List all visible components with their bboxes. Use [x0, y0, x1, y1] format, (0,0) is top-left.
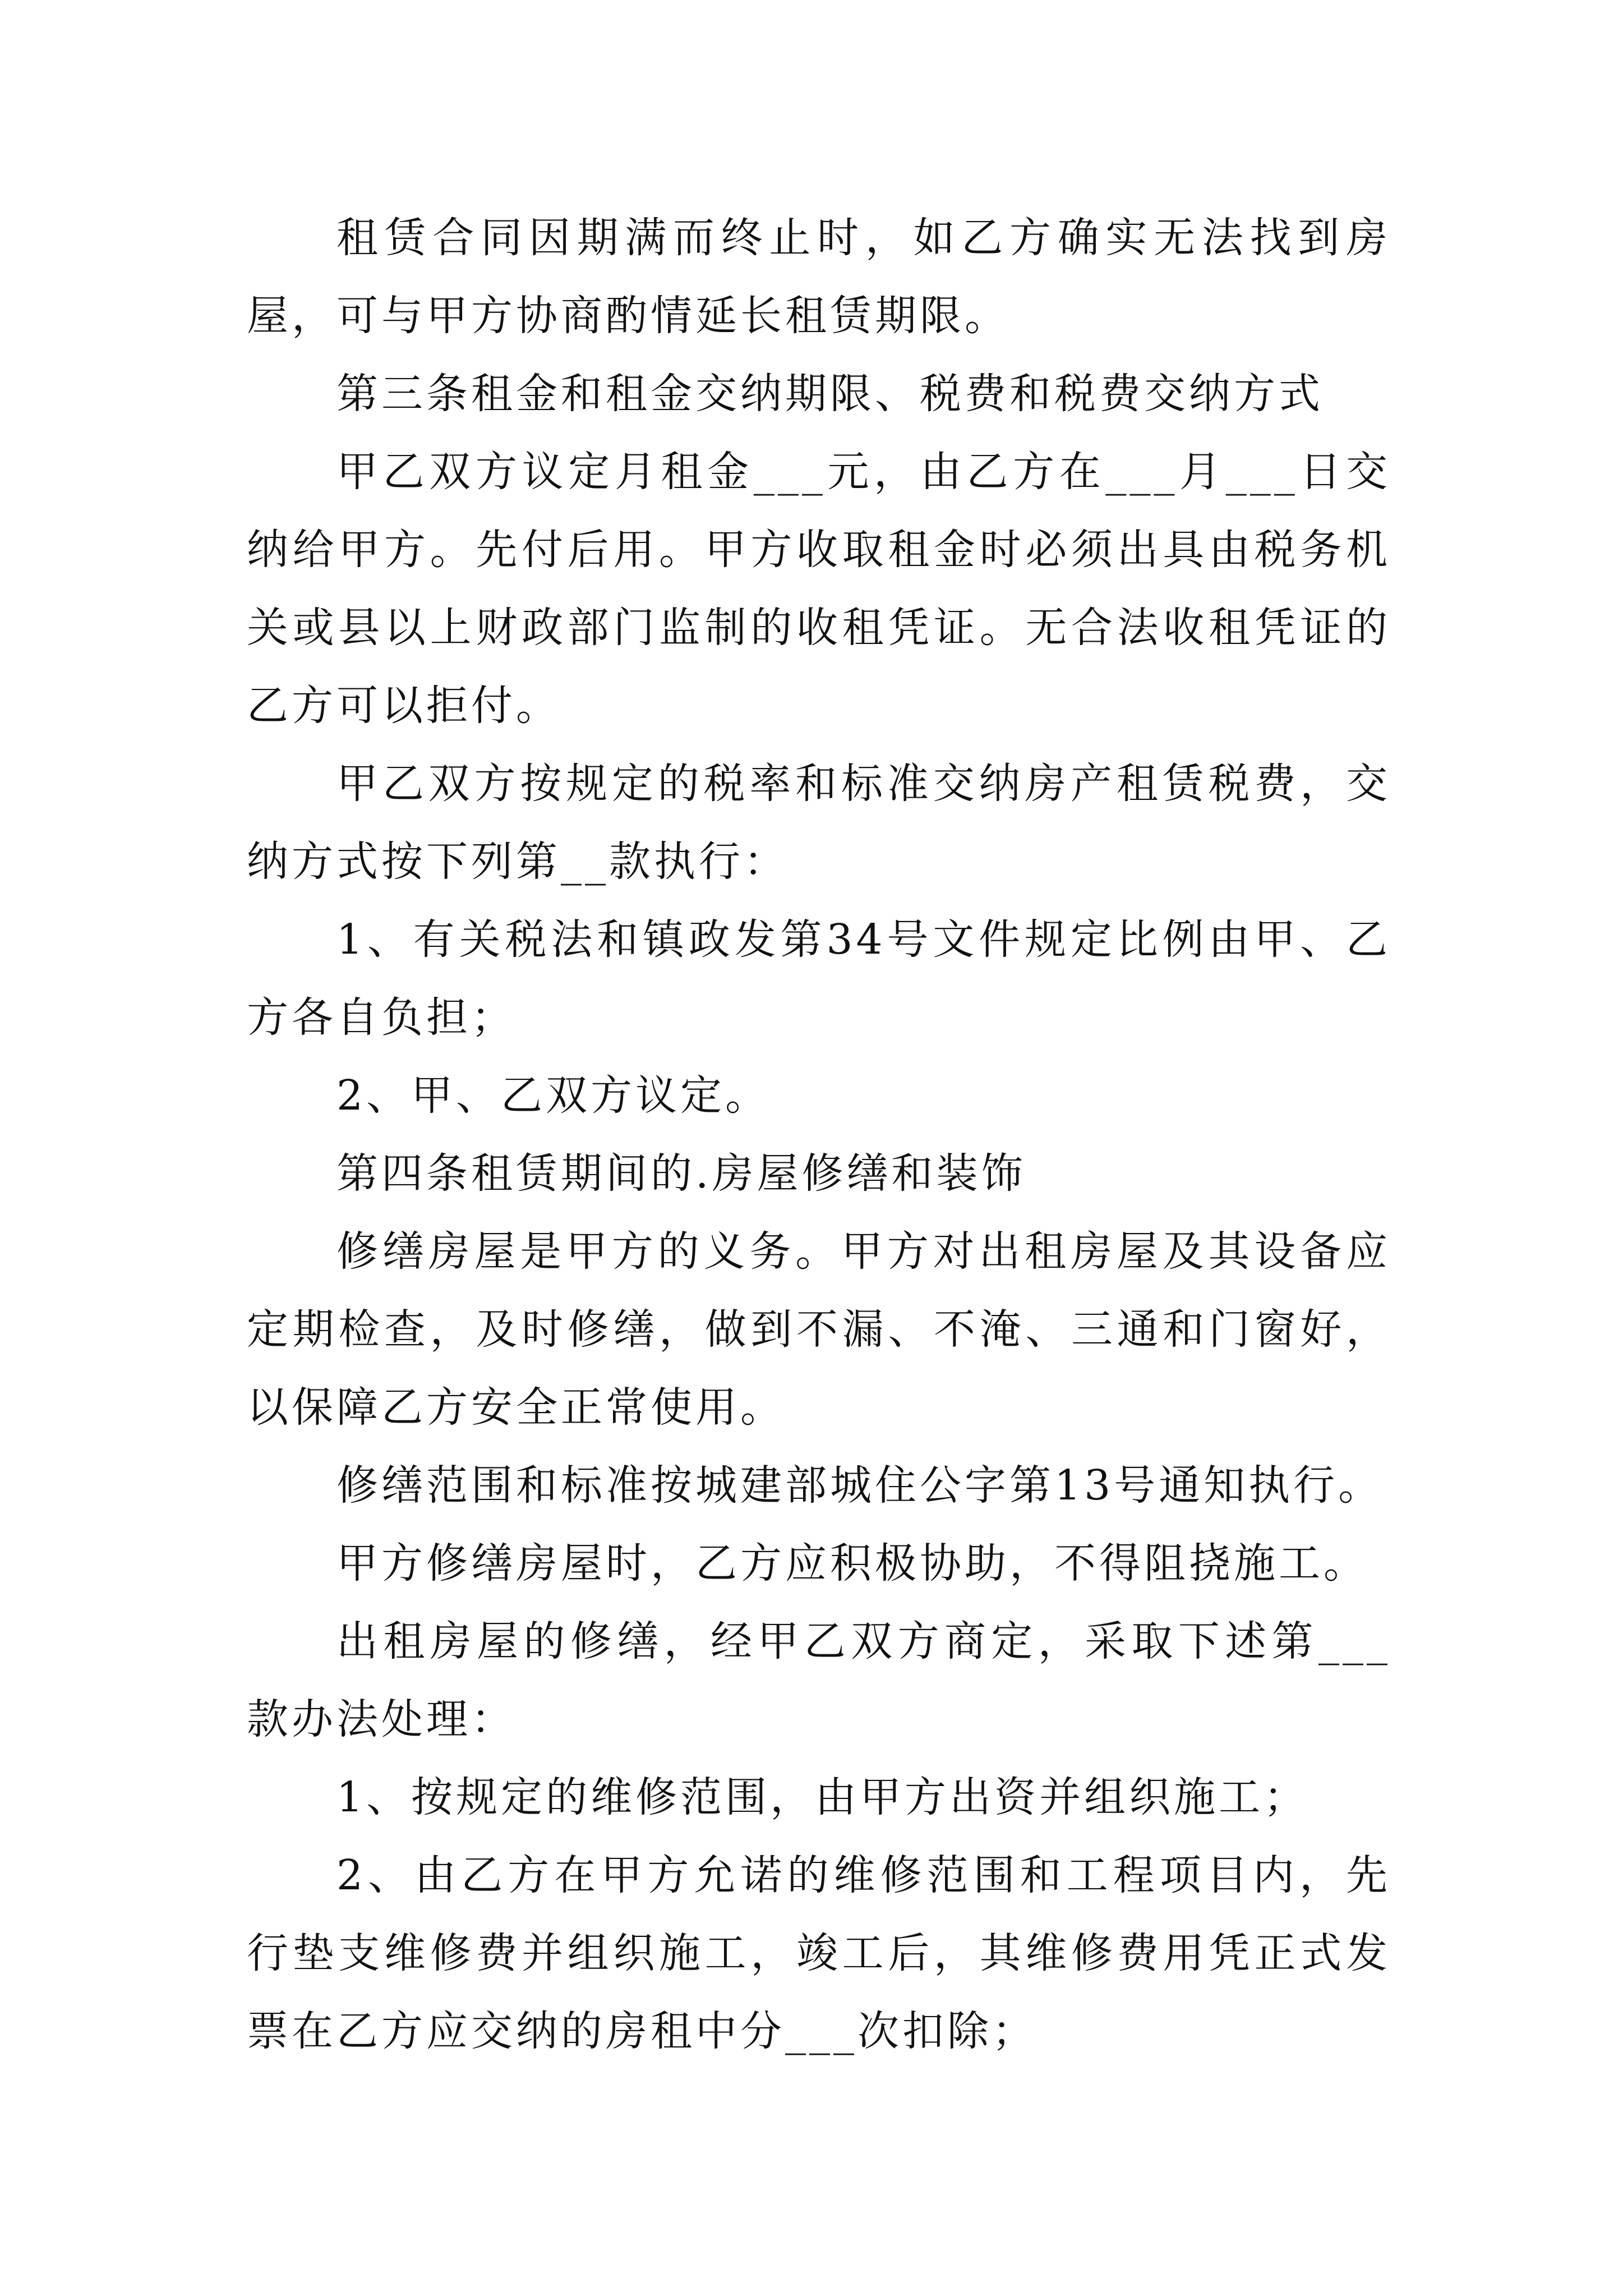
paragraph-repair-scope: 修缮范围和标准按城建部城住公字第13号通知执行。 — [336, 1461, 1384, 1510]
paragraph-lease-expiry: 租赁合同因期满而终止时，如乙方确实无法找到房屋，可与甲方协商酌情延长租赁期限。 — [247, 214, 1391, 340]
paragraph-monthly-rent: 甲乙双方议定月租金___元，由乙方在___月___日交纳给甲方。先付后用。甲方收取租金时必须出具由税务机关或县以上财政部门监制的收租凭证。无合法收租凭证的乙方可以拒付。 — [247, 448, 1391, 730]
heading-article-three: 第三条租金和租金交纳期限、税费和税费交纳方式 — [336, 370, 1324, 418]
list-item-repair-option-2: 2、由乙方在甲方允诺的维修范围和工程项目内，先行垫支维修费并组织施工，竣工后，其维修费用凭正式发票在乙方应交纳的房租中分___次扣除； — [247, 1851, 1391, 2055]
list-item-tax-option-2: 2、甲、乙双方议定。 — [336, 1071, 771, 1120]
paragraph-tax-payment: 甲乙双方按规定的税率和标准交纳房产租赁税费，交纳方式按下列第__款执行： — [247, 760, 1391, 886]
paragraph-repair-method: 出租房屋的修缮，经甲乙双方商定，采取下述第___款办法处理： — [247, 1617, 1391, 1743]
heading-article-four: 第四条租赁期间的.房屋修缮和装饰 — [336, 1149, 1026, 1198]
list-item-tax-option-1: 1、有关税法和镇政发第34号文件规定比例由甲、乙方各自负担； — [247, 915, 1391, 1042]
document-body — [247, 199, 1391, 2070]
paragraph-repair-duty: 修缮房屋是甲方的义务。甲方对出租房屋及其设备应定期检查，及时修缮，做到不漏、不淹、三通和门窗好，以保障乙方安全正常使用。 — [247, 1227, 1391, 1432]
paragraph-repair-cooperation: 甲方修缮房屋时，乙方应积极协助，不得阻挠施工。 — [336, 1539, 1368, 1588]
list-item-repair-option-1: 1、按规定的维修范围，由甲方出资并组织施工； — [336, 1773, 1309, 1821]
